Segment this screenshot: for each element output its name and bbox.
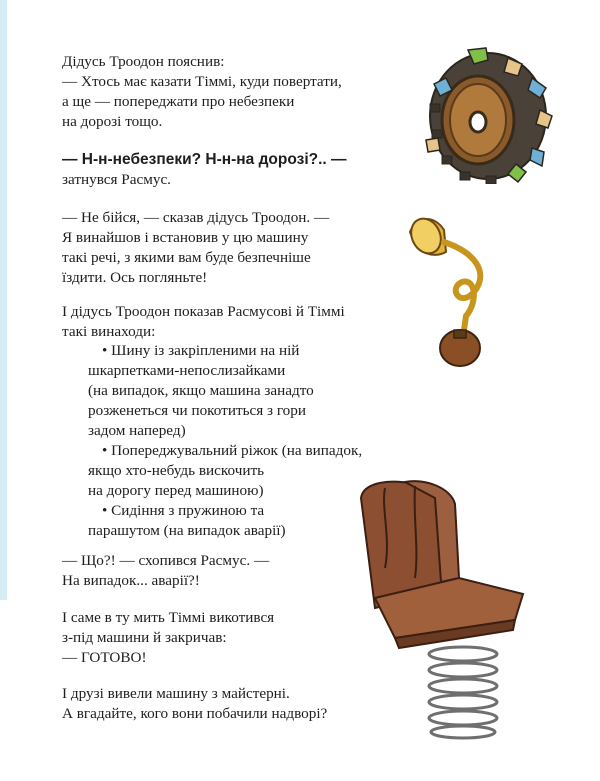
text-line: — Хтось має казати Тіммі, куди повертати, <box>62 73 342 90</box>
bullet-marker: • <box>102 442 108 459</box>
text-line: такі винаходи: <box>62 323 156 340</box>
text-line: — Що?! — схопився Расмус. — <box>62 552 270 569</box>
text-line: На випадок... аварії?! <box>62 572 200 589</box>
bullet-text: Сидіння з пружиною та <box>111 502 265 519</box>
text-line: з-під машини й закричав: <box>62 629 227 646</box>
paragraph-what-accident <box>62 551 269 591</box>
list-item <box>62 441 362 501</box>
bullet-text: парашутом (на випадок аварії) <box>88 522 286 539</box>
text-line: А вгадайте, кого вони побачили надворі? <box>62 705 328 722</box>
text-line: І саме в ту мить Тіммі викотився <box>62 609 275 626</box>
text-line: — ГОТОВО! <box>62 649 147 666</box>
paragraph-guess <box>62 684 327 724</box>
bullet-text: шкарпетками-непослизайками <box>88 362 286 379</box>
bullet-text: Шину із закріпленими на ній <box>111 342 300 359</box>
spring-seat-illustration <box>355 478 530 740</box>
inventions-list <box>62 341 362 541</box>
bullet-text: на дорогу перед машиною) <box>88 482 264 499</box>
list-item <box>62 501 362 541</box>
paragraph-inventions-intro <box>62 208 329 288</box>
bullet-text: Попереджувальний ріжок (на випадок, <box>111 442 363 459</box>
text-line: такі речі, з якими вам буде безпечніше <box>62 249 311 266</box>
text-line: І друзі вивели машину з майстерні. <box>62 685 290 702</box>
text-line: Я винайшов і встановив у цю машину <box>62 229 309 246</box>
text-line: — Не бійся, — сказав дідусь Троодон. — <box>62 209 330 226</box>
text-line: І дідусь Троодон показав Расмусові й Тіммі <box>62 303 345 320</box>
bullet-text: якщо хто-небудь вискочить <box>88 462 265 479</box>
list-item <box>62 341 362 441</box>
text-line: їздити. Ось погляньте! <box>62 269 208 286</box>
text-line: затнувся Расмус. <box>62 171 171 188</box>
paragraph-showed <box>62 302 345 342</box>
paragraph-explanation <box>62 52 342 132</box>
text-line: на дорозі тощо. <box>62 113 163 130</box>
bullet-marker: • <box>102 502 108 519</box>
bullet-marker: • <box>102 342 108 359</box>
text-line: Дідусь Троодон пояснив: <box>62 53 225 70</box>
bullet-text: (на випадок, якщо машина занадто <box>88 382 314 399</box>
warning-horn-illustration <box>404 212 496 370</box>
tire-with-socks-illustration <box>420 44 555 184</box>
bullet-text: розженеться чи покотиться з гори <box>88 402 306 419</box>
paragraph-rasmus-stammer <box>62 150 347 190</box>
bullet-text: задом наперед) <box>88 422 186 439</box>
paragraph-timmi-ready <box>62 608 274 668</box>
text-line-bold: — Н-н-небезпеки? Н-н-на дорозі?.. — <box>62 151 347 168</box>
page-edge-strip <box>0 0 7 600</box>
text-line: а ще — попереджати про небезпеки <box>62 93 295 110</box>
